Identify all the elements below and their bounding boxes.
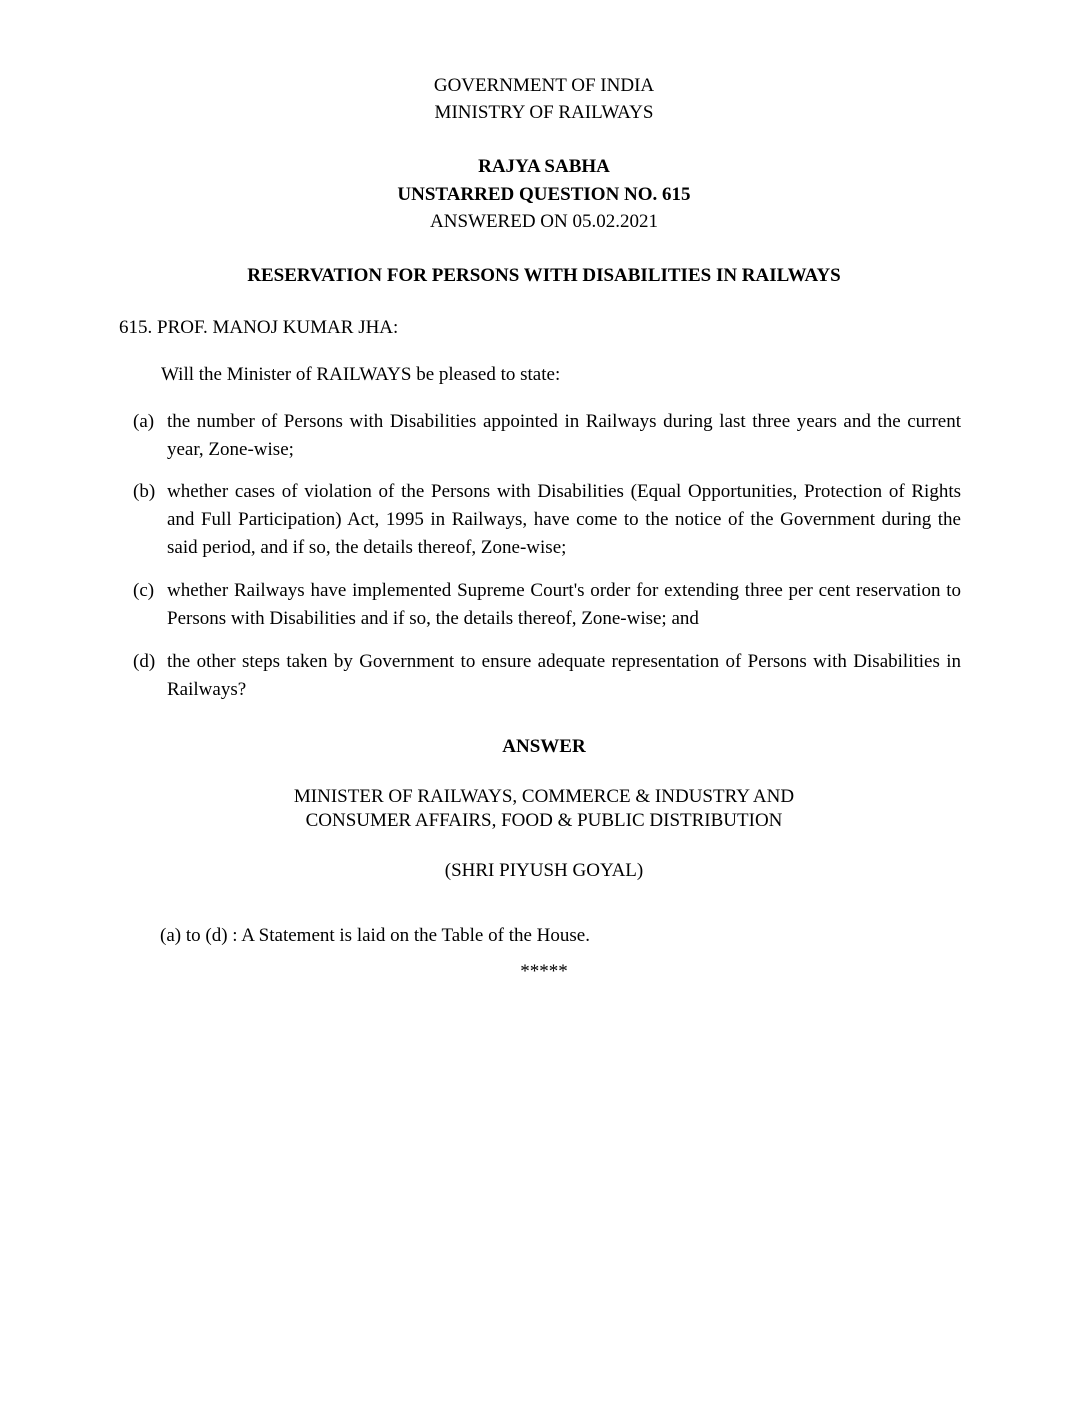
question-part-c <box>133 577 961 633</box>
part-text: whether Railways have implemented Supreme Court's order for extending three per cent reservation to Persons with Disabilities and if so, the details thereof, Zone-wise; and <box>167 580 961 629</box>
part-label: (d) <box>133 651 156 672</box>
answer-heading: ANSWER <box>502 736 586 757</box>
question-part-b <box>133 478 961 562</box>
minister-title-line1: MINISTER OF RAILWAYS, COMMERCE & INDUSTRY AND <box>293 786 795 807</box>
question-part-a <box>133 408 961 464</box>
header-government: GOVERNMENT OF INDIA <box>433 75 655 96</box>
part-text: the other steps taken by Government to ensure adequate representation of Persons with Disabilities in Railways? <box>167 651 961 700</box>
minister-name: (SHRI PIYUSH GOYAL) <box>444 860 644 881</box>
house-title: RAJYA SABHA <box>478 156 610 177</box>
answered-date: ANSWERED ON 05.02.2021 <box>430 211 658 232</box>
answer-reply: (a) to (d) : A Statement is laid on the Table of the House. <box>160 925 590 946</box>
question-part-d <box>133 648 961 704</box>
header-ministry: MINISTRY OF RAILWAYS <box>434 102 654 123</box>
part-text: the number of Persons with Disabilities appointed in Railways during last three years and the current year, Zone-wise; <box>167 411 961 460</box>
end-mark: ***** <box>520 961 568 982</box>
minister-title-line2: CONSUMER AFFAIRS, FOOD & PUBLIC DISTRIBUTION <box>305 810 783 831</box>
question-intro: Will the Minister of RAILWAYS be pleased to state: <box>161 364 561 385</box>
question-subject: RESERVATION FOR PERSONS WITH DISABILITIES IN RAILWAYS <box>247 265 841 286</box>
part-text: whether cases of violation of the Persons with Disabilities (Equal Opportunities, Protection of Rights and Full Participation) Act, 1995 in Railways, have come to the notice of the Government during the said period, and if so, the details thereof, Zone-wise; <box>167 481 961 558</box>
part-label: (c) <box>133 580 155 601</box>
part-label: (a) <box>133 411 155 432</box>
question-asker: 615. PROF. MANOJ KUMAR JHA: <box>119 317 399 338</box>
part-label: (b) <box>133 481 156 502</box>
question-number: UNSTARRED QUESTION NO. 615 <box>397 184 691 205</box>
